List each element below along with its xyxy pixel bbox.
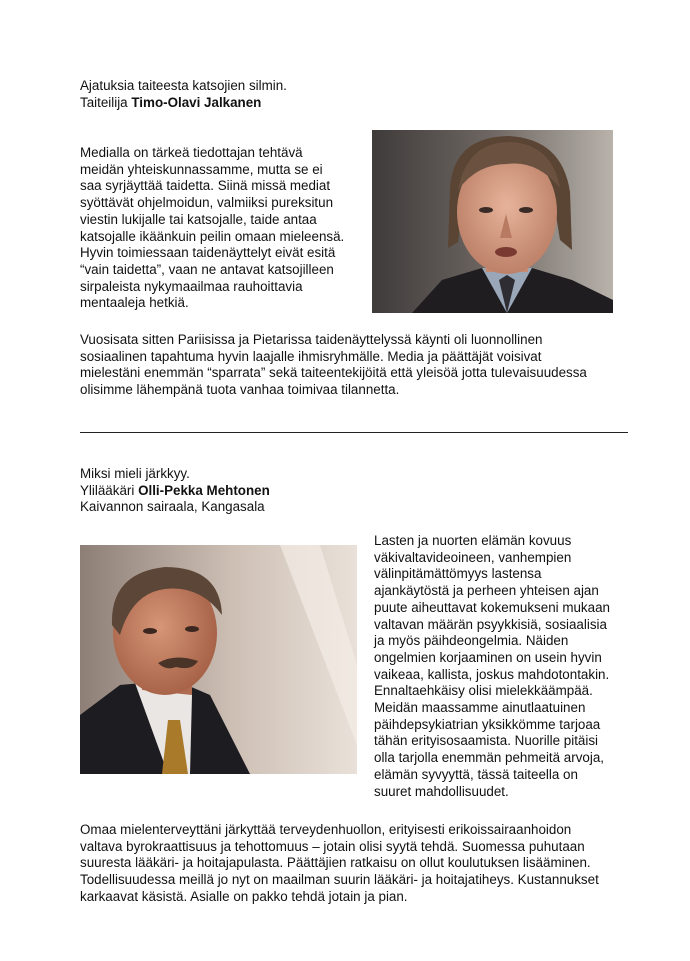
text-line: päihdepsykiatrian yksikkömme tarjoaa <box>374 716 601 732</box>
text-line: Lasten ja nuorten elämän kovuus <box>374 533 572 548</box>
article1-paragraph <box>80 332 587 399</box>
text-line: elämän syvyyttä, tässä taiteella on <box>374 766 578 782</box>
text-line: väkivaltavideoineen, vanhempien <box>374 549 572 565</box>
article2-header <box>80 466 270 516</box>
text-line: meidän yhteiskunnassamme, mutta se ei <box>80 161 323 177</box>
article1-author-name: Timo-Olavi Jalkanen <box>131 94 262 110</box>
text-line: Hyvin toimiessaan taidenäyttelyt eivät esitä <box>80 245 336 261</box>
section-divider <box>80 432 628 433</box>
text-line: tähän erityisosaamista. Nuorille pitäisi <box>374 733 599 749</box>
article1-header <box>80 78 287 111</box>
text-line: saa syrjäyttää taidetta. Siinä missä mediat <box>80 178 331 194</box>
article2-portrait-photo <box>80 545 357 774</box>
article2-lead-text <box>374 533 610 800</box>
text-line: puute aiheuttavat kokemukseni mukaan <box>374 599 610 615</box>
text-line: välinpitämättömyys lastensa <box>374 566 542 582</box>
article1-author-role: Taiteilija <box>80 94 128 110</box>
text-line: valtavan määrän psyykkisiä, sosiaalisia <box>374 616 607 632</box>
article1-lead-text <box>80 145 344 312</box>
text-line: syöttävät ohjelmoidun, valmiiksi pureksitun <box>80 195 334 211</box>
article1-byline <box>80 95 287 112</box>
text-line: Vuosisata sitten Pariisissa ja Pietarissa taidenäyttelyssä käynti oli luonnollinen <box>80 332 543 347</box>
text-line: katsojalle ikäänkuin peilin omaan mieleensä. <box>80 228 345 244</box>
text-line: ongelmien korjaaminen on usein hyvin <box>374 649 602 665</box>
text-line: karkaavat käsistä. Asialle on pakko tehdä jotain ja pian. <box>80 888 408 904</box>
article2-paragraph <box>80 822 599 906</box>
text-line: Omaa mielenterveyttäni järkyttää terveydenhuollon, erityisesti erikoissairaanhoidon <box>80 822 572 837</box>
article1-portrait-photo <box>372 130 613 313</box>
text-line: Todellisuudessa meillä jo nyt on maailman suurin lääkäri- ja hoitajatiheys. Kustannukset <box>80 872 599 888</box>
text-line: sosiaalinen tapahtuma hyvin laajalle ihmisryhmälle. Media ja päättäjät voisivat <box>80 348 542 364</box>
article1-heading: Ajatuksia taiteesta katsojien silmin. <box>80 78 287 93</box>
text-line: “vain taidetta”, vaan ne antavat katsojilleen <box>80 261 334 277</box>
text-line: sirpaleista nykymaailmaa rauhoittavia <box>80 278 303 294</box>
text-line: viestin lukijalle tai katsojalle, taide antaa <box>80 211 317 227</box>
text-line: mielestäni enemmän “sparrata” sekä taiteentekijöitä että yleisöä jotta tulevaisuudessa <box>80 365 587 381</box>
text-line: Meidän maassamme ainutlaatuinen <box>374 700 586 716</box>
text-line: olla tarjolla enemmän pehmeitä arvoja, <box>374 750 604 766</box>
article2-affiliation: Kaivannon sairaala, Kangasala <box>80 499 265 515</box>
text-line: ajankäytöstä ja perheen yhteisen ajan <box>374 583 599 599</box>
article2-byline <box>80 483 270 500</box>
text-line: valtava byrokraattisuus ja tehottomuus – jotain olisi syytä tehdä. Suomessa puhutaan <box>80 838 585 854</box>
text-line: suuret mahdollisuudet. <box>374 783 509 799</box>
text-line: suuresta lääkäri- ja hoitajapulasta. Päättäjien ratkaisu on ollut koulutuksen lisääminen. <box>80 855 591 871</box>
text-line: ja myös päihdeongelmia. Näiden <box>374 633 569 649</box>
text-line: Ennaltaehkäisy olisi mielekkäämpää. <box>374 683 593 699</box>
article2-heading: Miksi mieli järkkyy. <box>80 466 190 481</box>
article2-author-role: Ylilääkäri <box>80 482 135 498</box>
text-line: mentaaleja hetkiä. <box>80 295 189 311</box>
article2-author-name: Olli-Pekka Mehtonen <box>138 482 270 498</box>
text-line: olisimme lähempänä tuota vanhaa toimivaa tilannetta. <box>80 382 400 398</box>
text-line: vaikeaa, kallista, joskus mahdotontakin. <box>374 666 610 682</box>
text-line: Medialla on tärkeä tiedottajan tehtävä <box>80 145 303 160</box>
